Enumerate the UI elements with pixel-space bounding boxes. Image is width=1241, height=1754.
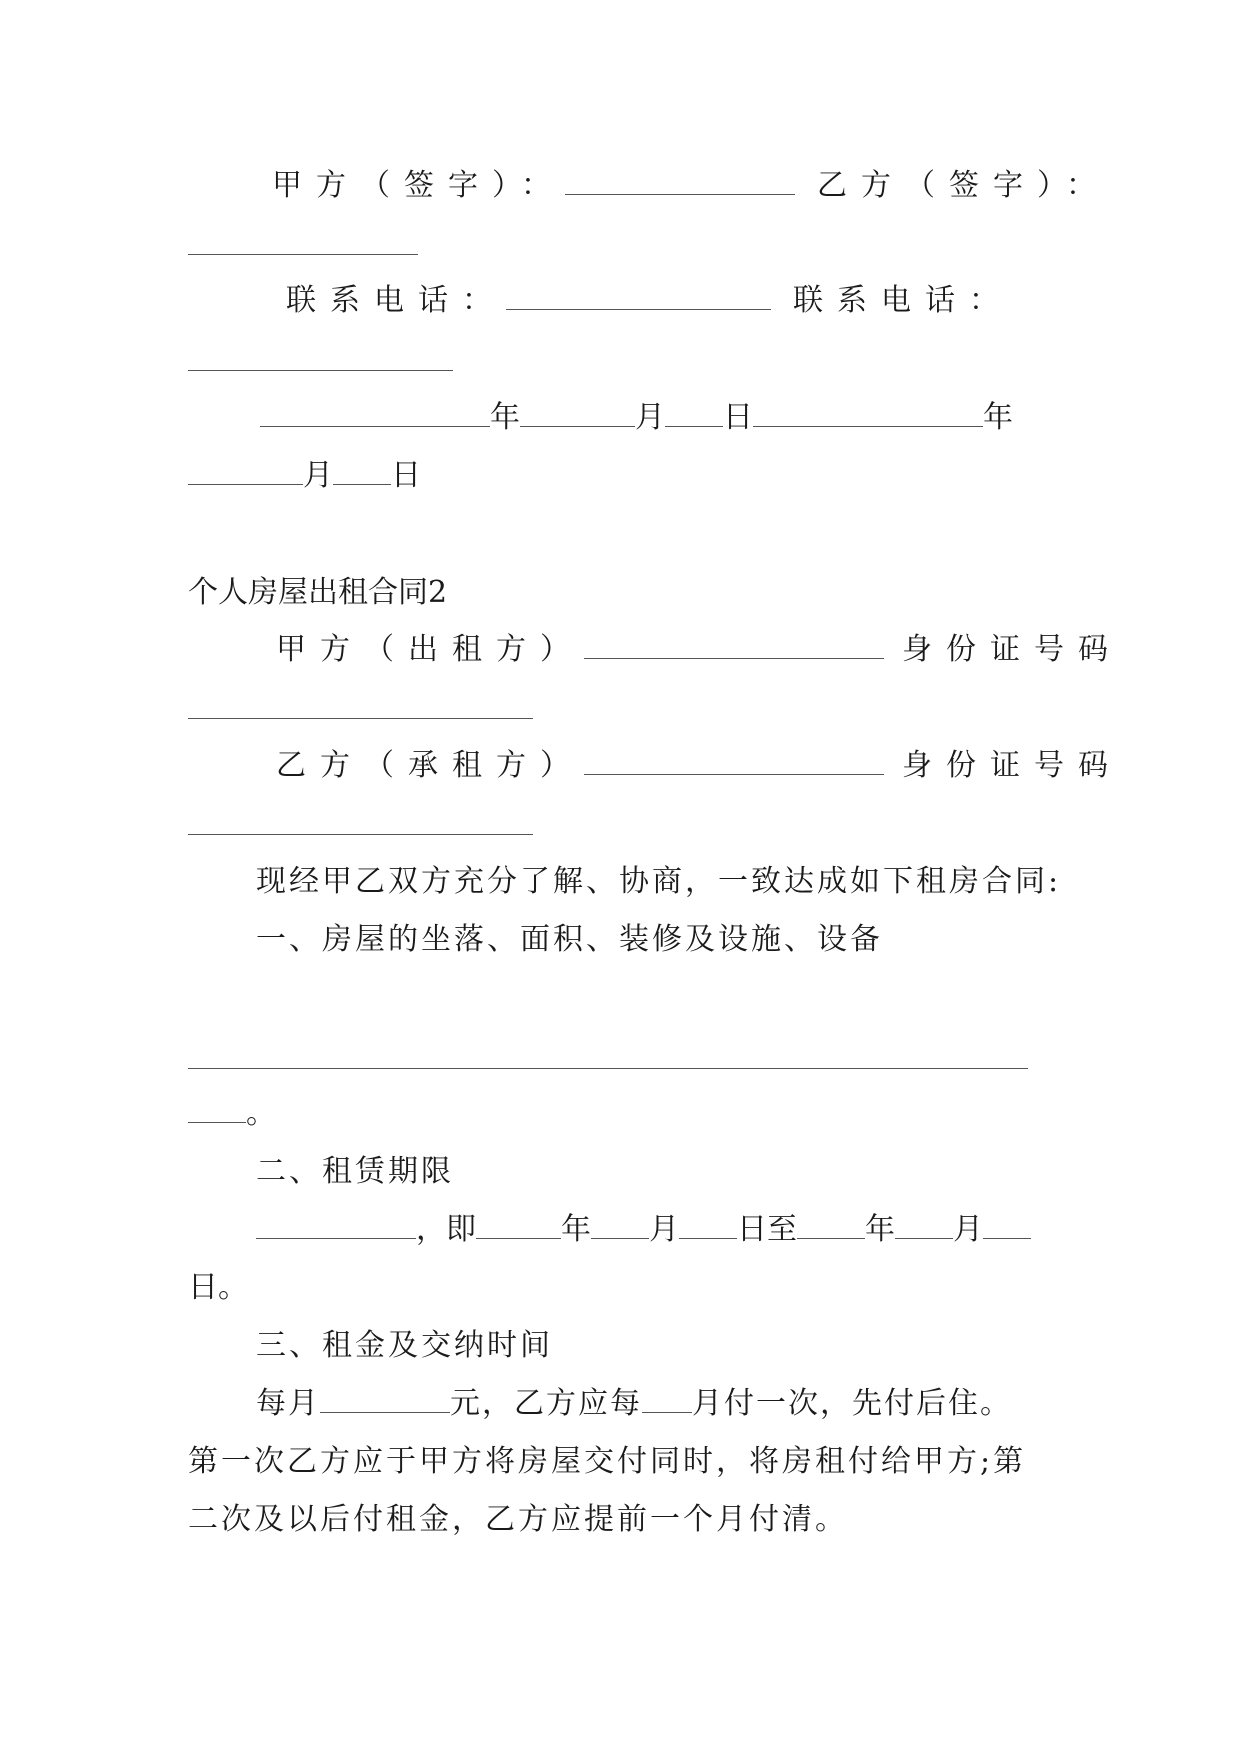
- party-b-sign-label: 乙方（签字）：: [817, 168, 1110, 203]
- date-b-day-label: 日: [391, 458, 421, 493]
- date-a-day-blank[interactable]: [665, 402, 723, 427]
- phone-a-label: 联系电话：: [286, 283, 506, 318]
- date-a-year-blank[interactable]: [260, 402, 490, 427]
- rent-yuan-label: 元，乙方应每: [450, 1386, 642, 1421]
- party-a-id-blank[interactable]: [188, 718, 533, 719]
- rent-row-1: [256, 1386, 1012, 1422]
- section-1-end-row: [188, 1096, 276, 1132]
- rent-row-2: 第一次乙方应于甲方将房屋交付同时，将房租付给甲方;第: [188, 1444, 1027, 1479]
- term-end-year-blank[interactable]: [797, 1214, 865, 1239]
- term-end-month-blank[interactable]: [895, 1214, 953, 1239]
- term-length-blank[interactable]: [256, 1214, 416, 1239]
- term-end-label: 日。: [188, 1270, 248, 1305]
- section-1-title: 一、房屋的坐落、面积、装修及设施、设备: [256, 922, 883, 957]
- term-end-day-blank[interactable]: [983, 1214, 1031, 1239]
- date-b-month-label: 月: [303, 458, 333, 493]
- party-b-id-blank[interactable]: [188, 834, 533, 835]
- rent-period-blank[interactable]: [642, 1388, 692, 1413]
- term-end-year-label: 年: [865, 1212, 895, 1247]
- party-a-id-label: 身份证号码: [902, 632, 1122, 667]
- rent-payment-label: 月付一次，先付后住。: [692, 1386, 1012, 1421]
- term-start-month-blank[interactable]: [591, 1214, 649, 1239]
- date-row-b: [188, 458, 421, 494]
- term-start-year-label: 年: [561, 1212, 591, 1247]
- date-b-year-label: 年: [983, 400, 1013, 435]
- term-row: [256, 1212, 1031, 1248]
- date-a-month-blank[interactable]: [520, 402, 635, 427]
- party-a-label: 甲方（出租方）: [276, 632, 584, 667]
- date-b-year-blank[interactable]: [753, 402, 983, 427]
- party-a-name-blank[interactable]: [584, 634, 884, 659]
- party-a-sign-row: [272, 168, 1110, 204]
- section-1-end-mark: 。: [246, 1096, 276, 1131]
- term-start-month-label: 月: [649, 1212, 679, 1247]
- party-b-sign-blank[interactable]: [188, 254, 418, 255]
- section-1-end-blank[interactable]: [188, 1098, 246, 1123]
- party-b-row: [276, 748, 1122, 784]
- section-1-blank[interactable]: [188, 1068, 1028, 1069]
- phone-b-label: 联系电话：: [793, 283, 1013, 318]
- phone-row: [286, 283, 1013, 319]
- date-a-day-label: 日: [723, 400, 753, 435]
- section-2-title: 二、租赁期限: [256, 1154, 454, 1189]
- phone-b-blank[interactable]: [188, 370, 453, 371]
- contract-intro: 现经甲乙双方充分了解、协商，一致达成如下租房合同:: [256, 864, 1062, 899]
- section-3-title: 三、租金及交纳时间: [256, 1328, 553, 1363]
- party-b-label: 乙方（承租方）: [276, 748, 584, 783]
- term-start-day-blank[interactable]: [679, 1214, 737, 1239]
- date-b-month-blank[interactable]: [188, 460, 303, 485]
- date-row-a: [260, 400, 1013, 436]
- phone-a-blank[interactable]: [506, 285, 771, 310]
- contract-title: 个人房屋出租合同2: [188, 575, 448, 610]
- term-end-month-label: 月: [953, 1212, 983, 1247]
- term-zhi-label: 日至: [737, 1212, 797, 1247]
- party-a-row: [276, 632, 1122, 668]
- rent-amount-blank[interactable]: [320, 1388, 450, 1413]
- term-start-year-blank[interactable]: [476, 1214, 561, 1239]
- date-a-year-label: 年: [490, 400, 520, 435]
- party-a-sign-label: 甲方（签字）：: [272, 168, 565, 203]
- term-ji-label: ，即: [416, 1212, 476, 1247]
- party-b-name-blank[interactable]: [584, 750, 884, 775]
- date-b-day-blank[interactable]: [333, 460, 391, 485]
- party-b-id-label: 身份证号码: [902, 748, 1122, 783]
- rent-monthly-label: 每月: [256, 1386, 320, 1421]
- rent-row-3: 二次及以后付租金，乙方应提前一个月付清。: [188, 1502, 848, 1537]
- party-a-sign-blank[interactable]: [565, 170, 795, 195]
- date-a-month-label: 月: [635, 400, 665, 435]
